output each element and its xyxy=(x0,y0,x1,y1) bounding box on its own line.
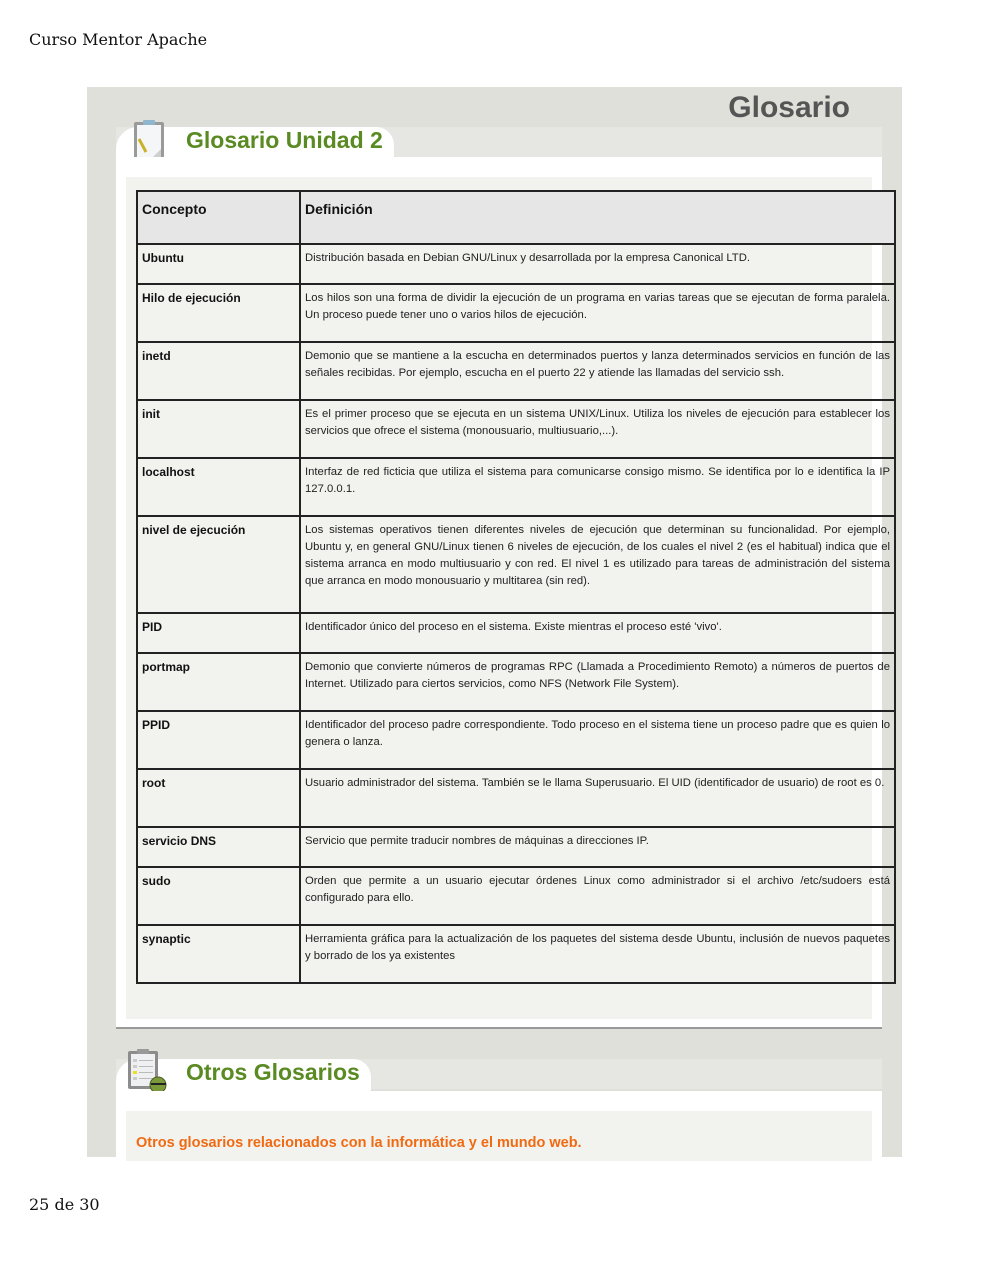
table-row xyxy=(137,516,895,613)
table-row xyxy=(137,244,895,284)
term-cell: sudo xyxy=(137,867,300,925)
table-row xyxy=(137,769,895,827)
section-body xyxy=(116,157,890,1027)
definition-cell: Los sistemas operativos tienen diferentes niveles de ejecución que determinan su funcionalidad. Por ejemplo, Ubuntu y, en general GNU/Linux tienen 6 niveles de ejecución, de los cuales el nivel 2 (es el habitual) indica que el sistema arranca en modo multiusuario y con red. El nivel 1 es utilizado para tareas de administración del sistema que arranca en modo monousuario y multitarea (sin red). xyxy=(300,516,895,613)
glossary-frame xyxy=(87,87,902,1157)
table-row xyxy=(137,711,895,769)
term-cell: root xyxy=(137,769,300,827)
term-cell: synaptic xyxy=(137,925,300,983)
definition-cell: Servicio que permite traducir nombres de máquinas a direcciones IP. xyxy=(300,827,895,867)
definition-cell: Herramienta gráfica para la actualización de los paquetes del sistema desde Ubuntu, inclusión de nuevos paquetes y borrado de los ya existentes xyxy=(300,925,895,983)
table-row xyxy=(137,400,895,458)
definition-cell: Usuario administrador del sistema. También se le llama Superusuario. El UID (identificador de usuario) de root es 0. xyxy=(300,769,895,827)
term-cell: portmap xyxy=(137,653,300,711)
checklist-glasses-icon xyxy=(126,1047,172,1095)
table-row xyxy=(137,342,895,400)
definition-cell: Orden que permite a un usuario ejecutar órdenes Linux como administrador si el archivo /etc/sudoers está configurado para ello. xyxy=(300,867,895,925)
term-cell: PPID xyxy=(137,711,300,769)
definition-cell: Demonio que convierte números de programas RPC (Llamada a Procedimiento Remoto) a números de puertos de Internet. Utilizado para ciertos servicios, como NFS (Network File System). xyxy=(300,653,895,711)
table-row xyxy=(137,867,895,925)
term-cell: servicio DNS xyxy=(137,827,300,867)
term-cell: init xyxy=(137,400,300,458)
page-header: Curso Mentor Apache xyxy=(29,30,208,49)
column-header-concepto: Concepto xyxy=(137,191,300,244)
table-row xyxy=(137,925,895,983)
section-title: Glosario Unidad 2 xyxy=(186,127,383,153)
column-header-definicion: Definición xyxy=(300,191,895,244)
definition-cell: Los hilos son una forma de dividir la ejecución de un programa en varias tareas que se ejecutan de forma paralela. Un proceso puede tener uno o varios hilos de ejecución. xyxy=(300,284,895,342)
definition-cell: Distribución basada en Debian GNU/Linux y desarrollada por la empresa Canonical LTD. xyxy=(300,244,895,284)
section-inner xyxy=(126,1111,872,1161)
otros-glosarios-link[interactable]: Otros glosarios relacionados con la informática y el mundo web. xyxy=(136,1135,582,1151)
glossary-table xyxy=(136,190,896,984)
page-number: 25 de 30 xyxy=(29,1195,100,1214)
section-tab-strip xyxy=(116,87,882,157)
table-row xyxy=(137,827,895,867)
definition-cell: Demonio que se mantiene a la escucha en determinados puertos y lanza determinados servicios en función de las señales recibidas. Por ejemplo, escucha en el puerto 22 y atiende las llamadas del servicio ssh. xyxy=(300,342,895,400)
term-cell: localhost xyxy=(137,458,300,516)
section-body xyxy=(116,1091,882,1161)
clipboard-pencil-icon xyxy=(132,119,168,161)
table-row xyxy=(137,653,895,711)
definition-cell: Interfaz de red ficticia que utiliza el sistema para comunicarse consigo mismo. Se identifica por lo e identifica la IP 127.0.0.1. xyxy=(300,458,895,516)
term-cell: inetd xyxy=(137,342,300,400)
term-cell: Ubuntu xyxy=(137,244,300,284)
section-inner xyxy=(126,177,890,1019)
section-tab-strip xyxy=(116,1017,882,1087)
table-row xyxy=(137,458,895,516)
definition-cell: Identificador del proceso padre correspondiente. Todo proceso en el sistema tiene un proceso padre que es quien lo genera o lanza. xyxy=(300,711,895,769)
table-row xyxy=(137,613,895,653)
definition-cell: Es el primer proceso que se ejecuta en un sistema UNIX/Linux. Utiliza los niveles de ejecución para establecer los servicios que ofrece el sistema (monousuario, multiusuario,...). xyxy=(300,400,895,458)
table-row xyxy=(137,284,895,342)
frame-title: Glosario xyxy=(728,91,850,124)
term-cell: Hilo de ejecución xyxy=(137,284,300,342)
section-title: Otros Glosarios xyxy=(186,1059,360,1085)
term-cell: PID xyxy=(137,613,300,653)
term-cell: nivel de ejecución xyxy=(137,516,300,613)
table-header-row xyxy=(137,191,895,244)
definition-cell: Identificador único del proceso en el sistema. Existe mientras el proceso esté 'vivo'. xyxy=(300,613,895,653)
